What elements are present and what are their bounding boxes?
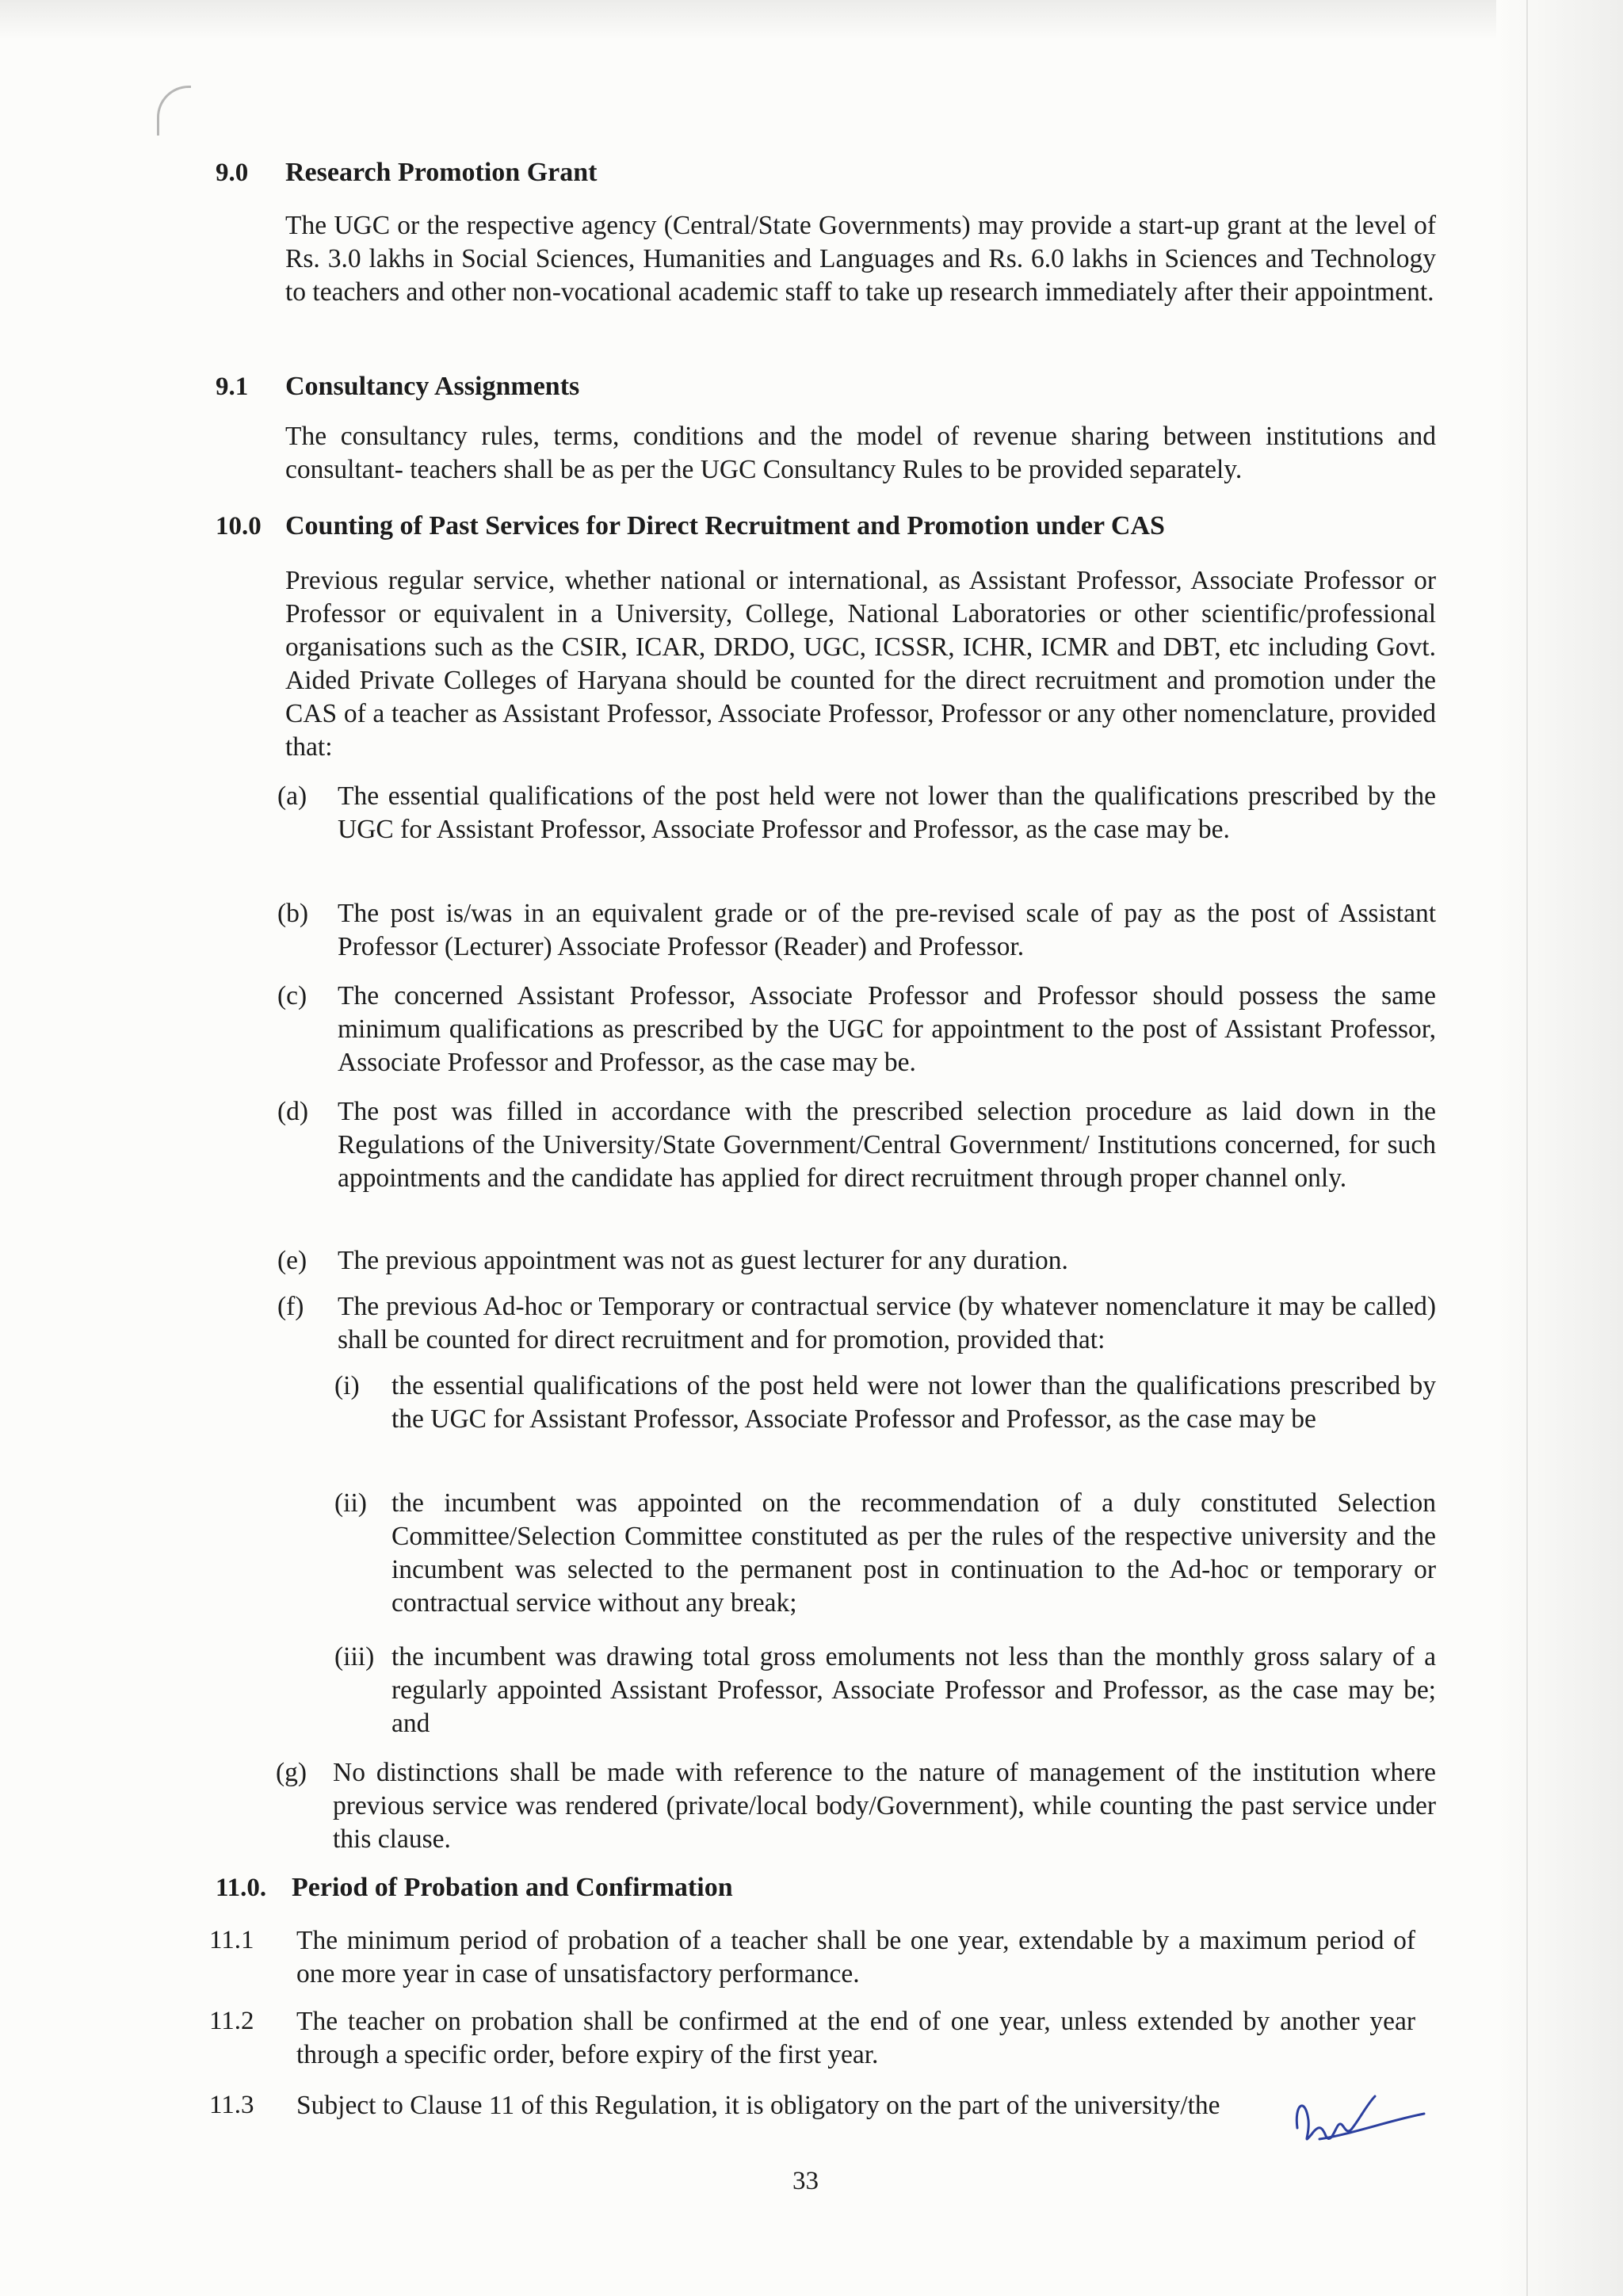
item-text-b: The post is/was in an equivalent grade or of the pre-revised scale of pay as the post of Assistant Professor (Lecturer) Associate Professor (Reader) and Professor. (338, 899, 1436, 961)
item-label-f: (f) (277, 1292, 304, 1321)
item-text-f: The previous Ad-hoc or Temporary or contractual service (by whatever nomenclature it may be called) shall be counted for direct recruitment and for promotion, provided that: (338, 1292, 1436, 1354)
item-text-d: The post was filled in accordance with the prescribed selection procedure as laid down in the Regulations of the University/State Government/Central Government/ Institutions concerned, for such appointments and the candidate has applied for direct recruitment through proper channel only. (338, 1097, 1436, 1193)
subitem-text-ii: the incumbent was appointed on the recommendation of a duly constituted Selection Committee/Selection Committee constituted as per the rules of the respective university and the incumbent was selected to the permanent post in continuation to the Ad-hoc or temporary or contractual service without any break; (391, 1488, 1436, 1618)
section-text-10-0: Previous regular service, whether national or international, as Assistant Professor, Associate Professor or Professor or equivalent in a University, College, National Laboratories or other scientific/professional organisations such as the CSIR, ICAR, DRDO, UGC, ICSSR, ICHR, ICMR and DBT, etc including Govt. Aided Private Colleges of Haryana should be counted for the direct recruitment and promotion under the CAS of a teacher as Assistant Professor, Associate Professor, Professor or any other nomenclature, provided that: (285, 566, 1436, 762)
scan-shadow-right (1496, 0, 1623, 2296)
section-number-11-0: 11.0. (216, 1874, 267, 1902)
clause-text-11-3: Subject to Clause 11 of this Regulation, it is obligatory on the part of the university/the (296, 2091, 1220, 2120)
section-text-9-0: The UGC or the respective agency (Central/State Governments) may provide a start-up grant at the level of Rs. 3.0 lakhs in Social Sciences, Humanities and Languages and Rs. 6.0 lakhs in Sciences and Technology to teachers and other non-vocational academic staff to take up research immediately after their appointment. (285, 211, 1436, 307)
clause-text-11-1: The minimum period of probation of a teacher shall be one year, extendable by a maximum period of one more year in case of unsatisfactory performance. (296, 1926, 1415, 1988)
item-text-e: The previous appointment was not as guest lecturer for any duration. (338, 1246, 1068, 1275)
subitem-label-i: (i) (334, 1371, 360, 1400)
subitem-text-iii: the incumbent was drawing total gross emoluments not less than the monthly gross salary of a regularly appointed Assistant Professor, Associate Professor and Professor, as the case may be; and (391, 1642, 1436, 1738)
section-number-10-0: 10.0 (216, 512, 262, 541)
section-heading-9-1: Consultancy Assignments (285, 372, 580, 401)
clause-number-11-3: 11.3 (209, 2091, 254, 2119)
scan-shadow-top (0, 0, 1623, 40)
item-text-c: The concerned Assistant Professor, Associate Professor and Professor should possess the same minimum qualifications as prescribed by the UGC for appointment to the post of Assistant Professor, Associate Professor and Professor, as the case may be. (338, 981, 1436, 1077)
item-text-g: No distinctions shall be made with reference to the nature of management of the institution where previous service was rendered (private/local body/Government), while counting the past service under this clause. (333, 1758, 1436, 1854)
item-label-c: (c) (277, 981, 307, 1010)
clause-text-11-2: The teacher on probation shall be confirmed at the end of one year, unless extended by another year through a specific order, before expiry of the first year. (296, 2007, 1415, 2069)
section-heading-11-0: Period of Probation and Confirmation (292, 1873, 733, 1902)
item-label-b: (b) (277, 899, 309, 928)
subitem-label-ii: (ii) (334, 1488, 367, 1518)
subitem-label-iii: (iii) (334, 1642, 375, 1671)
item-label-e: (e) (277, 1246, 307, 1275)
section-heading-10-0: Counting of Past Services for Direct Recruitment and Promotion under CAS (285, 511, 1165, 541)
punch-hole-mark (157, 86, 191, 136)
item-label-g: (g) (276, 1758, 307, 1787)
item-text-a: The essential qualifications of the post held were not lower than the qualifications prescribed by the UGC for Assistant Professor, Associate Professor and Professor, as the case may be. (338, 781, 1436, 844)
item-label-d: (d) (277, 1097, 309, 1126)
section-number-9-1: 9.1 (216, 372, 249, 401)
section-number-9-0: 9.0 (216, 159, 249, 187)
item-label-a: (a) (277, 781, 307, 811)
section-heading-9-0: Research Promotion Grant (285, 158, 598, 187)
page-edge-line (1526, 0, 1528, 2296)
subitem-text-i: the essential qualifications of the post held were not lower than the qualifications prescribed by the UGC for Assistant Professor, Associate Professor and Professor, as the case may be (391, 1371, 1436, 1434)
handwritten-signature (1288, 2073, 1430, 2160)
clause-number-11-2: 11.2 (209, 2007, 254, 2035)
section-text-9-1: The consultancy rules, terms, conditions and the model of revenue sharing between institutions and consultant- teachers shall be as per the UGC Consultancy Rules to be provided separately. (285, 422, 1436, 484)
clause-number-11-1: 11.1 (209, 1926, 254, 1954)
page-number: 33 (792, 2167, 819, 2195)
